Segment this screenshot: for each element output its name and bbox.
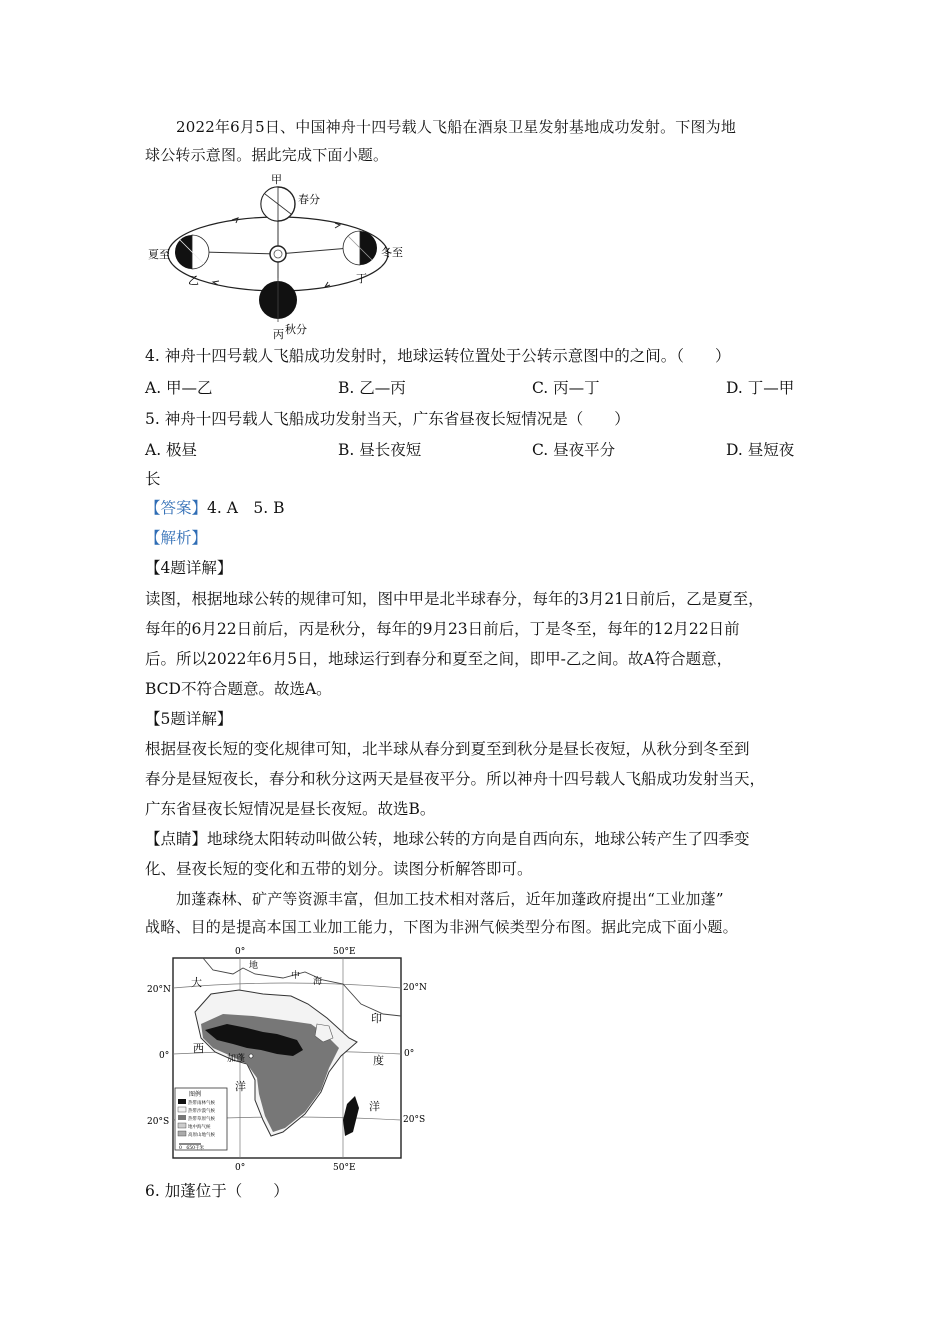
legend-item-5: 高原山地气候 — [188, 1133, 215, 1138]
grid-lon-50-top: 50°E — [333, 947, 356, 957]
label-yi: 乙 — [188, 274, 199, 287]
grid-lon-50-bottom: 50°E — [333, 1163, 356, 1173]
q4-option-a[interactable]: A. 甲—乙 — [145, 379, 213, 397]
q4-detail-line-4: BCD不符合题意。故选A。 — [145, 680, 332, 698]
label-xiazhi: 夏至 — [148, 248, 170, 261]
legend-scale: 0 650千米 — [179, 1146, 204, 1151]
intro-2-line-2: 战略、目的是提高本国工业加工能力，下图为非洲气候类型分布图。据此完成下面小题。 — [145, 918, 738, 936]
label-zhong: 中 — [291, 971, 301, 981]
grid-lat-20s-right: 20°S — [403, 1115, 426, 1125]
legend-title: 图例 — [189, 1091, 202, 1098]
label-gabon: 加蓬 — [227, 1054, 246, 1064]
q6-stem: 6. 加蓬位于（ ） — [145, 1182, 289, 1200]
q5-detail-heading: 【5题详解】 — [145, 710, 233, 728]
label-ding: 丁 — [356, 272, 367, 285]
q5-option-d[interactable]: D. 昼短夜 — [726, 441, 795, 459]
map-legend — [175, 1088, 227, 1151]
q4-option-c[interactable]: C. 丙—丁 — [532, 379, 600, 397]
legend-item-2: 热带沙漠气候 — [188, 1109, 215, 1114]
q4-stem: 4. 神舟十四号载人飞船成功发射时，地球运转位置处于公转示意图中的之间。（ ） — [145, 347, 731, 365]
grid-lon-0-bottom: 0° — [235, 1163, 246, 1173]
label-hai: 海 — [313, 977, 323, 987]
label-bing: 丙 — [273, 328, 284, 341]
label-da: 大 — [191, 976, 202, 989]
q5-option-d-wrap: 长 — [145, 470, 161, 488]
label-jia: 甲 — [271, 173, 282, 186]
label-yang-2: 洋 — [369, 1100, 380, 1113]
label-yin: 印 — [371, 1012, 382, 1025]
grid-lat-20n-left: 20°N — [147, 985, 171, 995]
q5-option-c[interactable]: C. 昼夜平分 — [532, 441, 616, 459]
q5-detail-line-1: 根据昼夜长短的变化规律可知，北半球从春分到夏至到秋分是昼长夜短，从秋分到冬至到 — [145, 740, 750, 758]
sun-icon — [270, 246, 286, 262]
legend-item-1: 热带雨林气候 — [188, 1101, 215, 1106]
q5-detail-line-3: 广东省昼夜长短情况是昼长夜短。故选B。 — [145, 800, 436, 818]
q5-detail-line-2: 春分是昼短夜长，春分和秋分这两天是昼夜平分。所以神舟十四号载人飞船成功发射当天， — [145, 770, 766, 788]
comment-line-1: 【点睛】地球绕太阳转动叫做公转，地球公转的方向是自西向东，地球公转产生了四季变 — [145, 830, 750, 848]
q4-option-d[interactable]: D. 丁—甲 — [726, 379, 795, 397]
comment-line-2: 化、昼夜长短的变化和五带的划分。读图分析解答即可。 — [145, 860, 533, 878]
answer-tag: 【答案】 — [145, 499, 208, 517]
q5-option-b[interactable]: B. 昼长夜短 — [338, 441, 422, 459]
grid-lon-0-top: 0° — [235, 947, 246, 957]
q4-detail-heading: 【4题详解】 — [145, 559, 233, 577]
q4-detail-line-1: 读图，根据地球公转的规律可知，图中甲是北半球春分，每年的3月21日前后，乙是夏至， — [145, 590, 764, 608]
q4-detail-line-3: 后。所以2022年6月5日，地球运行到春分和夏至之间，即甲-乙之间。故A符合题意， — [145, 650, 733, 668]
africa-climate-map — [143, 944, 427, 1176]
grid-lat-20n-right: 20°N — [403, 983, 427, 993]
answer-line — [145, 493, 285, 523]
intro-1-line-2: 球公转示意图。据此完成下面小题。 — [145, 146, 389, 164]
label-chunfen: 春分 — [298, 193, 320, 206]
grid-lat-0-right: 0° — [404, 1049, 415, 1059]
label-yang: 洋 — [235, 1080, 246, 1093]
q4-option-b[interactable]: B. 乙—丙 — [338, 379, 406, 397]
legend-item-3: 热带草原气候 — [188, 1117, 215, 1122]
q4-detail-line-2: 每年的6月22日前后，丙是秋分，每年的9月23日前后，丁是冬至，每年的12月22日前 — [145, 620, 740, 638]
q5-option-a[interactable]: A. 极昼 — [145, 441, 198, 459]
label-dongzhi: 冬至 — [381, 246, 403, 259]
label-qiufen: 秋分 — [285, 323, 307, 336]
legend-item-4: 地中海气候 — [188, 1125, 211, 1130]
label-du: 度 — [373, 1054, 384, 1067]
analysis-tag: 【解析】 — [145, 529, 208, 547]
answer-text: 4. A 5. B — [207, 499, 285, 517]
label-xi: 西 — [193, 1042, 204, 1055]
grid-lat-0-left: 0° — [159, 1051, 170, 1061]
grid-lat-20s-left: 20°S — [147, 1117, 170, 1127]
intro-1-line-1: 2022年6月5日、中国神舟十四号载人飞船在酒泉卫星发射基地成功发射。下图为地 — [176, 118, 737, 136]
intro-2-line-1: 加蓬森林、矿产等资源丰富，但加工技术相对落后，近年加蓬政府提出“工业加蓬” — [176, 890, 724, 908]
q5-stem: 5. 神舟十四号载人飞船成功发射当天，广东省昼夜长短情况是（ ） — [145, 410, 630, 428]
label-di: 地 — [249, 961, 259, 971]
earth-orbit-diagram — [140, 170, 420, 340]
